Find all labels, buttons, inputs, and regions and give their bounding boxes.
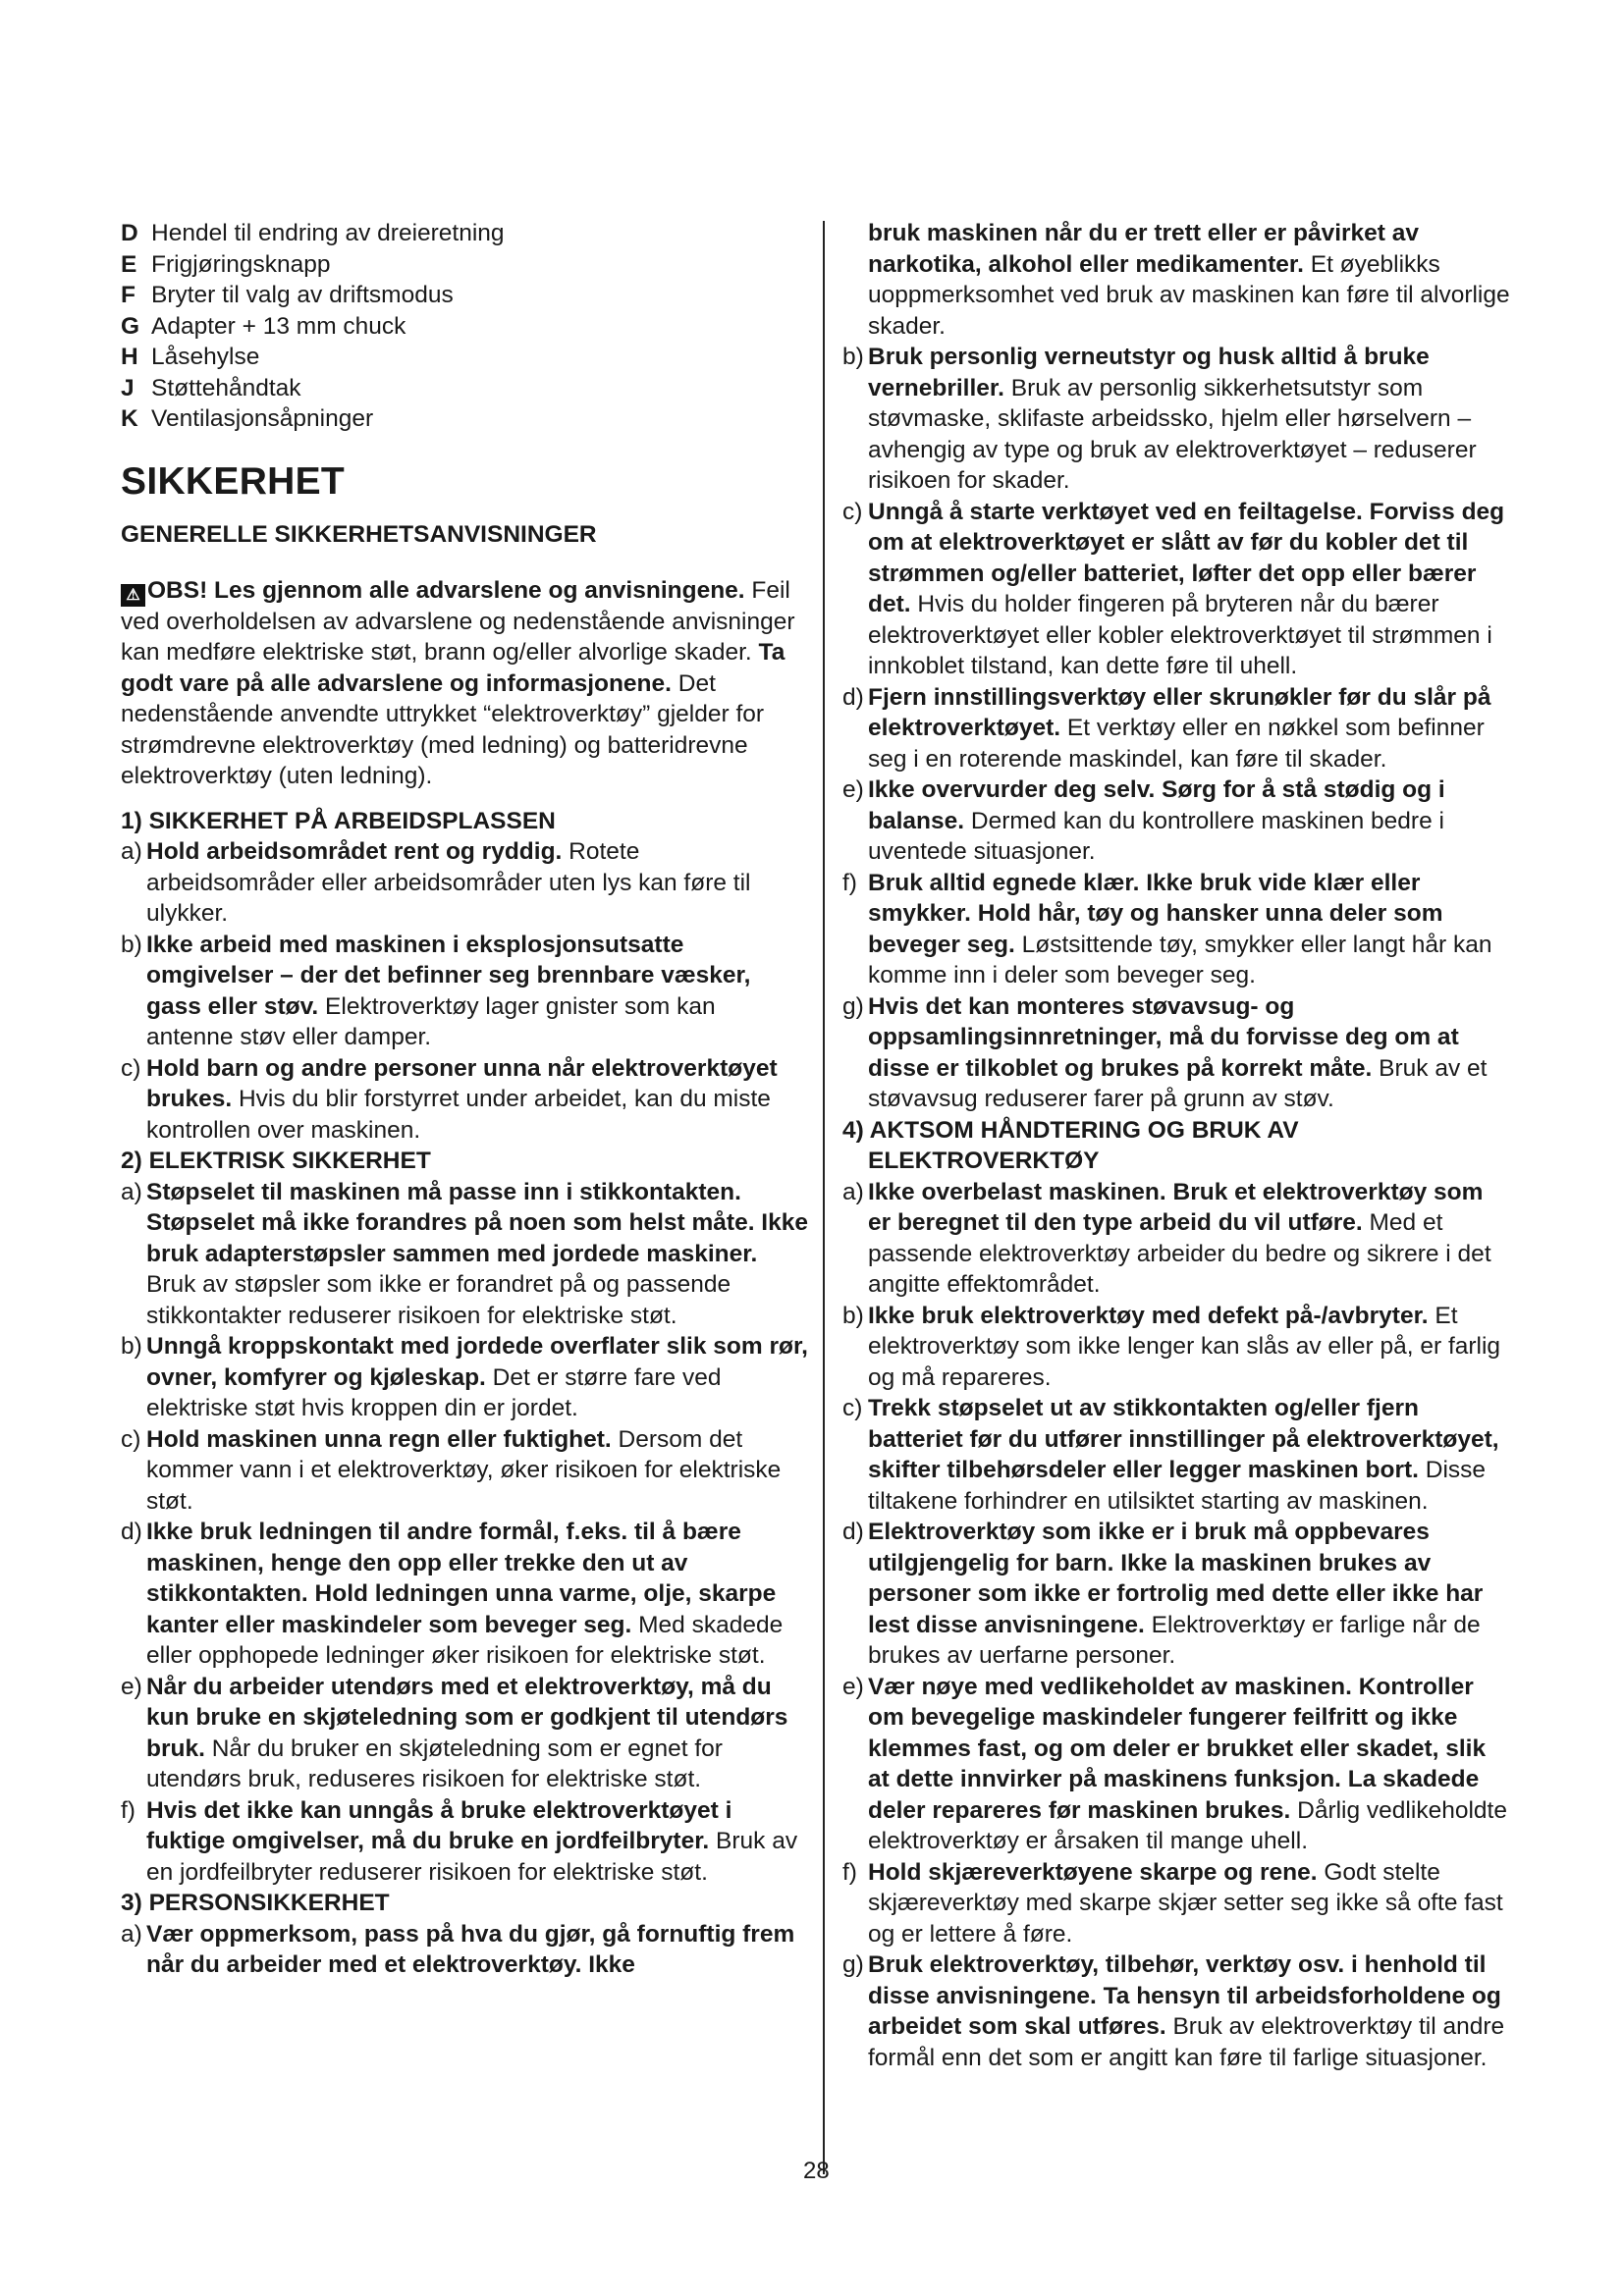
left-column bbox=[121, 218, 808, 1981]
list-item: e) Ikke overvurder deg selv. Sørg for å stå stødig og i balanse. Dermed kan du kontrollere maskinen bedre i uventede situasjoner. bbox=[842, 776, 1445, 865]
section-1-title: 1) SIKKERHET PÅ ARBEIDSPLASSEN bbox=[121, 807, 556, 834]
part-item: G Adapter + 13 mm chuck bbox=[121, 312, 406, 340]
section-4-title: 4) AKTSOM HÅNDTERING OG BRUK AV ELEKTROVERKTØY bbox=[842, 1116, 1299, 1174]
parts-list bbox=[121, 218, 808, 435]
list-item: e) Når du arbeider utendørs med et elektroverktøy, må du kun bruke en skjøteledning som er godkjent til utendørs bruk. Når du bruker en skjøteledning som er egnet for utendørs bruk, reduseres risikoen for elektriske støt. bbox=[121, 1673, 788, 1792]
part-item: K Ventilasjonsåpninger bbox=[121, 405, 374, 432]
list-item: b) Bruk personlig verneutstyr og husk alltid å bruke vernebriller. Bruk av personlig sikkerhetsutstyr som støvmaske, sklifaste arbeidssko, hjelm eller hørselvern – avhengig av type og bruk av elektroverktøyet – reduserer risikoen for skader. bbox=[842, 344, 1477, 494]
part-item: H Låsehylse bbox=[121, 344, 260, 370]
list-item: c) Unngå å starte verktøyet ved en feiltagelse. Forviss deg om at elektroverktøyet er slått av før du kobler det til strømmen og/eller batteriet, løfter det opp eller bærer det. Hvis du holder fingeren på bryteren når du bærer elektroverktøyet eller kobler elektroverktøyet til strømmen i innkoblet tilstand, kan dette føre til uhell. bbox=[842, 498, 1505, 679]
section-3-title: 3) PERSONSIKKERHET bbox=[121, 1890, 390, 1916]
part-item: F Bryter til valg av driftsmodus bbox=[121, 282, 454, 308]
section-2-title: 2) ELEKTRISK SIKKERHET bbox=[121, 1148, 431, 1174]
part-item: J Støttehåndtak bbox=[121, 374, 301, 401]
list-item: g) Hvis det kan monteres støvavsug- og oppsamlingsinnretninger, må du forvisse deg om at disse er tilkoblet og brukes på korrekt måte. Bruk av et støvavsug reduserer farer på grunn av støv. bbox=[842, 992, 1488, 1112]
list-item: a) Ikke overbelast maskinen. Bruk et elektroverktøy som er beregnet til den type arbeid du vil utføre. Med et passende elektroverktøy arbeider du bedre og sikrere i det angitte effektområdet. bbox=[842, 1178, 1491, 1298]
list-item: b) Ikke bruk elektroverktøy med defekt på-/avbryter. Et elektroverktøy som ikke lenger kan slås av eller på, er farlig og må repareres. bbox=[842, 1302, 1501, 1391]
list-item: c) Trekk støpselet ut av stikkontakten og/eller fjern batteriet før du utfører innstillinger på elektroverktøyet, skifter tilbehørsdeler eller legger maskinen bort. Disse tiltakene forhindrer en utilsiktet starting av maskinen. bbox=[842, 1395, 1499, 1515]
list-item: g) Bruk elektroverktøy, tilbehør, verktøy osv. i henhold til disse anvisningene. Ta hensyn til arbeidsforholdene og arbeidet som skal utføres. Bruk av elektroverktøy til andre formål enn det som er angitt kan føre til farlige situasjoner. bbox=[842, 1951, 1505, 2071]
page-number: 28 bbox=[803, 2158, 830, 2184]
list-item: a) Vær oppmerksom, pass på hva du gjør, gå fornuftig frem når du arbeider med et elektroverktøy. Ikke bbox=[121, 1920, 795, 1978]
list-item: d) Ikke bruk ledningen til andre formål, f.eks. til å bære maskinen, henge den opp eller trekke den ut av stikkontakten. Hold ledningen unna varme, olje, skarpe kanter eller maskindeler som beveger seg. Med skadede eller opphopede ledninger øker risikoen for elektriske støt. bbox=[121, 1519, 784, 1669]
column-divider bbox=[823, 221, 825, 2174]
part-item: E Frigjøringsknapp bbox=[121, 250, 331, 278]
section-heading: SIKKERHET bbox=[121, 459, 346, 503]
list-item-continued: bruk maskinen når du er trett eller er påvirket av narkotika, alkohol eller medikamenter. Et øyeblikks uoppmerksomhet ved bruk av maskinen kan føre til alvorlige skader. bbox=[868, 220, 1510, 340]
list-item: a) Hold arbeidsområdet rent og ryddig. Rotete arbeidsområder eller arbeidsområder uten lys kan føre til ulykker. bbox=[121, 838, 751, 927]
list-item: e) Vær nøye med vedlikeholdet av maskinen. Kontroller om bevegelige maskindeler fungerer feilfritt og ikke klemmes fast, og om deler er brukket eller skadet, slik at dette innvirker på maskinens funksjon. La skadede deler repareres før maskinen brukes. Dårlig vedlikeholdte elektroverktøy er årsaken til mange uhell. bbox=[842, 1673, 1507, 1854]
right-column bbox=[842, 218, 1510, 2073]
list-item: d) Elektroverktøy som ikke er i bruk må oppbevares utilgjengelig for barn. Ikke la maskinen brukes av personer som ikke er fortrolig med dette eller ikke har lest disse anvisningene. Elektroverktøy er farlige når de brukes av uerfarne personer. bbox=[842, 1519, 1484, 1669]
subsection-heading: GENERELLE SIKKERHETSANVISNINGER bbox=[121, 520, 597, 548]
warning-icon: ⚠ bbox=[121, 584, 145, 607]
list-item: f) Hvis det ikke kan unngås å bruke elektroverktøyet i fuktige omgivelser, må du bruke en jordfeilbryter. Bruk av en jordfeilbryter reduserer risikoen for elektriske støt. bbox=[121, 1796, 798, 1886]
list-item: b) Ikke arbeid med maskinen i eksplosjonsutsatte omgivelser – der det befinner seg brennbare væsker, gass eller støv. Elektroverktøy lager gnister som kan antenne støv eller damper. bbox=[121, 931, 751, 1050]
list-item: b) Unngå kroppskontakt med jordede overflater slik som rør, ovner, komfyrer og kjøleskap. Det er større fare ved elektriske støt hvis kroppen din er jordet. bbox=[121, 1333, 808, 1421]
list-item: f) Bruk alltid egnede klær. Ikke bruk vide klær eller smykker. Hold hår, tøy og hansker unna deler som beveger seg. Løstsittende tøy, smykker eller langt hår kan komme inn i deler som beveger seg. bbox=[842, 869, 1492, 988]
list-item: c) Hold barn og andre personer unna når elektroverktøyet brukes. Hvis du blir forstyrret under arbeidet, kan du miste kontrollen over maskinen. bbox=[121, 1054, 778, 1144]
list-item: f) Hold skjæreverktøyene skarpe og rene. Godt stelte skjæreverktøy med skarpe skjær setter seg ikke så ofte fast og er lettere å føre. bbox=[842, 1858, 1503, 1948]
part-item: D Hendel til endring av dreieretning bbox=[121, 220, 505, 246]
list-item: a) Støpselet til maskinen må passe inn i stikkontakten. Støpselet må ikke forandres på noen som helst måte. Ikke bruk adapterstøpsler sammen med jordede maskiner. Bruk av støpsler som ikke er forandret på og passende stikkontakter reduserer risikoen for elektriske støt. bbox=[121, 1178, 808, 1329]
intro-paragraph: ⚠ OBS! Les gjennom alle advarslene og anvisningene. Feil ved overholdelsen av advarslene og nedenstående anvisninger kan medføre elektriske støt, brann og/eller alvorlige skader. Ta godt vare på alle advarslene og informasjonene. Det nedenstående anvendte uttrykket “elektroverktøy” gjelder for strømdrevne elektroverktøy (med ledning) og batteridrevne elektroverktøy (uten ledning). bbox=[121, 576, 795, 789]
list-item: d) Fjern innstillingsverktøy eller skrunøkler før du slår på elektroverktøyet. Et verktøy eller en nøkkel som befinner seg i en roterende maskindel, kan føre til skader. bbox=[842, 683, 1491, 773]
list-item: c) Hold maskinen unna regn eller fuktighet. Dersom det kommer vann i et elektroverktøy, øker risikoen for elektriske støt. bbox=[121, 1425, 782, 1515]
